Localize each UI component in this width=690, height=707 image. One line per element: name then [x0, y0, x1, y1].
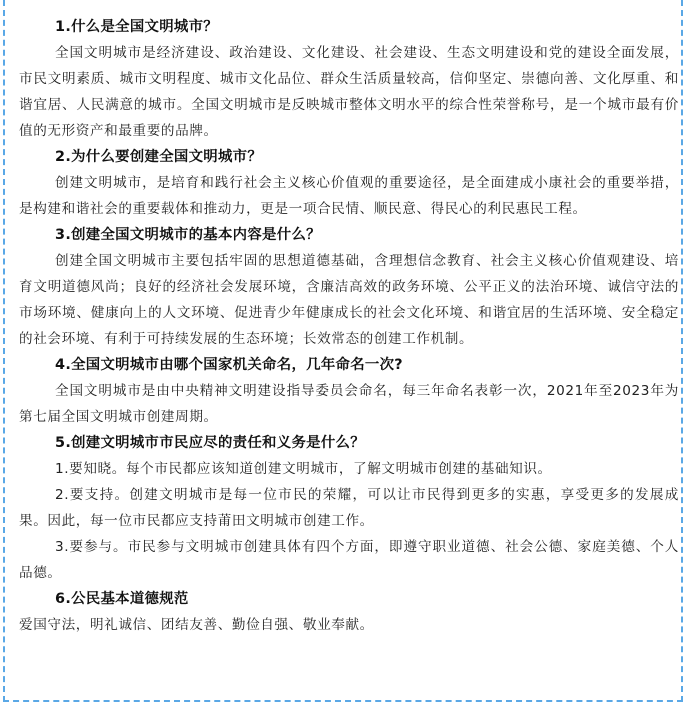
section-6 [19, 586, 679, 638]
section-heading: 4.全国文明城市由哪个国家机关命名，几年命名一次? [55, 357, 403, 373]
section-paragraph: 1.要知晓。每个市民都应该知道创建文明城市，了解文明城市创建的基础知识。 [55, 461, 552, 477]
article-frame [3, 0, 683, 702]
section-heading: 2.为什么要创建全国文明城市？ [55, 149, 263, 165]
section-paragraph: 3.要参与。市民参与文明城市创建具体有四个方面，即遵守职业道德、社会公德、家庭美德、个人品德。 [19, 539, 679, 581]
section-5 [19, 430, 679, 586]
section-heading: 5.创建文明城市市民应尽的责任和义务是什么？ [55, 435, 365, 451]
section-2 [19, 144, 679, 222]
section-heading: 1.什么是全国文明城市？ [55, 19, 218, 35]
section-paragraph: 全国文明城市是经济建设、政治建设、文化建设、社会建设、生态文明建设和党的建设全面发展，市民文明素质、城市文明程度、城市文化品位、群众生活质量较高，信仰坚定、崇德向善、文化厚重、和谐宜居、人民满意的城市。全国文明城市是反映城市整体文明水平的综合性荣誉称号，是一个城市最有价值的无形资产和最重要的品牌。 [19, 45, 679, 139]
section-paragraph: 爱国守法，明礼诚信、团结友善、勤俭自强、敬业奉献。 [19, 617, 374, 633]
section-paragraph: 2.要支持。创建文明城市是每一位市民的荣耀，可以让市民得到更多的实惠，享受更多的发展成果。因此，每一位市民都应支持莆田文明城市创建工作。 [19, 487, 679, 529]
section-1 [19, 14, 679, 144]
section-4 [19, 352, 679, 430]
section-heading: 6.公民基本道德规范 [55, 591, 189, 607]
section-3 [19, 222, 679, 352]
section-paragraph: 创建全国文明城市主要包括牢固的思想道德基础，含理想信念教育、社会主义核心价值观建设、培育文明道德风尚；良好的经济社会发展环境，含廉洁高效的政务环境、公平正义的法治环境、诚信守法的市场环境、健康向上的人文环境、促进青少年健康成长的社会文化环境、和谐宜居的生活环境、安全稳定的社会环境、有利于可持续发展的生态环境；长效常态的创建工作机制。 [19, 253, 679, 347]
section-paragraph: 创建文明城市，是培育和践行社会主义核心价值观的重要途径，是全面建成小康社会的重要举措，是构建和谐社会的重要载体和推动力，更是一项合民情、顺民意、得民心的利民惠民工程。 [19, 175, 679, 217]
article-content [19, 14, 679, 638]
section-heading: 3.创建全国文明城市的基本内容是什么？ [55, 227, 321, 243]
section-paragraph: 全国文明城市是由中央精神文明建设指导委员会命名，每三年命名表彰一次，2021年至2023年为第七届全国文明城市创建周期。 [19, 383, 679, 425]
